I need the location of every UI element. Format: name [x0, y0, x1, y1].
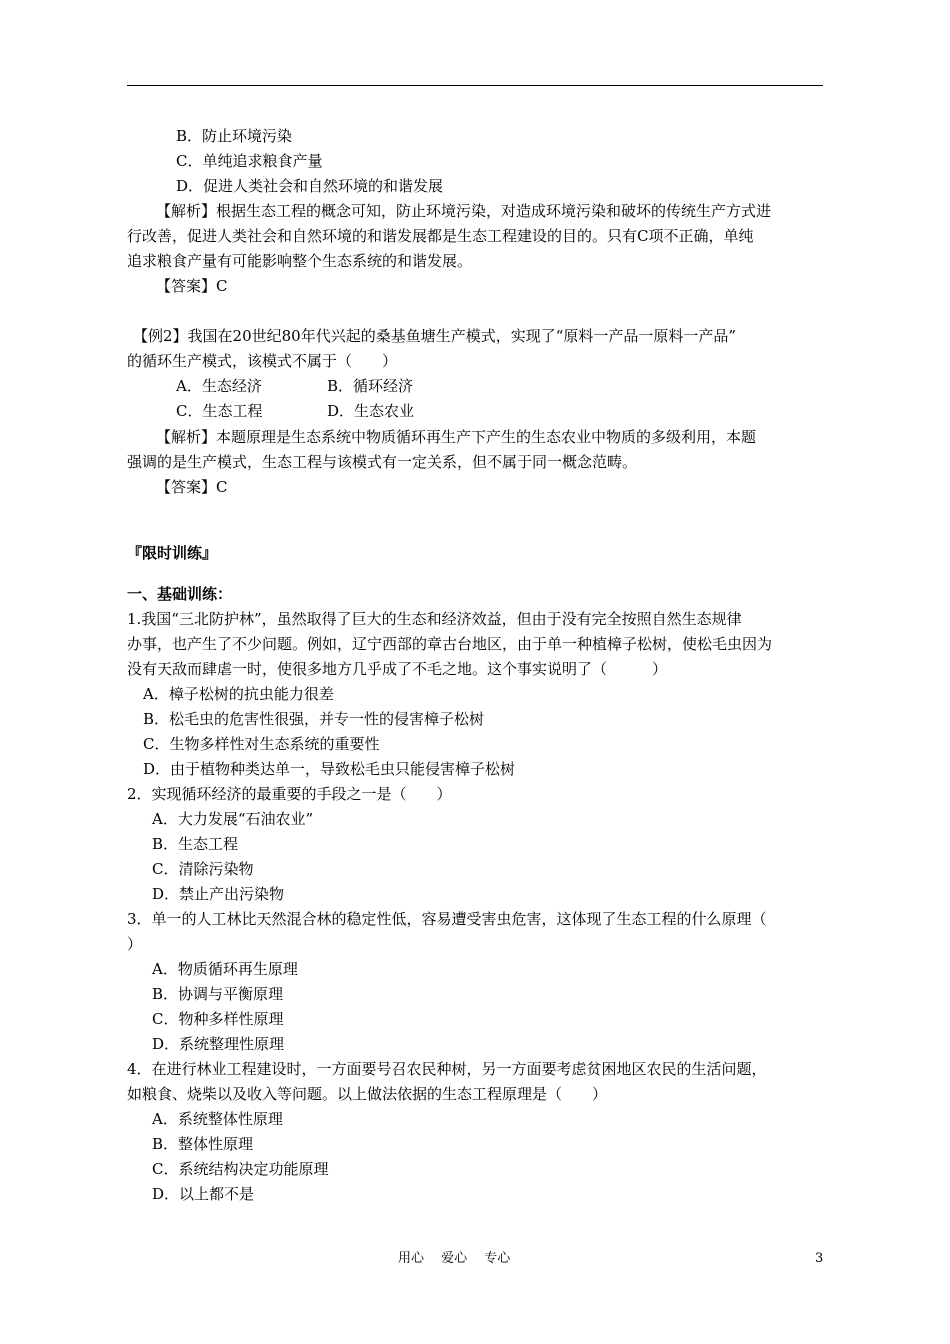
- q2-option-d: D．禁止产出污染物: [152, 885, 285, 903]
- ex2-option-d: D．生态农业: [327, 402, 415, 420]
- q4-option-a: A．系统整体性原理: [152, 1110, 283, 1128]
- q4-option-c: C．系统结构决定功能原理: [152, 1160, 329, 1178]
- ex2-answer: 【答案】C: [156, 478, 228, 496]
- footer-motto: 用心 爱心 专心: [398, 1251, 511, 1266]
- ex1-option-c: C．单纯追求粮食产量: [176, 152, 323, 170]
- q3-stem-line-1: 3．单一的人工林比天然混合林的稳定性低，容易遭受害虫危害，这体现了生态工程的什么原理（: [127, 910, 767, 928]
- ex1-answer: 【答案】C: [156, 277, 228, 295]
- q3-option-a: A．物质循环再生原理: [152, 960, 298, 978]
- ex2-option-a: A．生态经济: [176, 377, 262, 395]
- q1-option-d: D．由于植物种类达单一，导致松毛虫只能侵害樟子松树: [143, 760, 516, 778]
- q4-option-d: D．以上都不是: [152, 1185, 255, 1203]
- ex2-analysis-line-2: 强调的是生产模式，生态工程与该模式有一定关系，但不属于同一概念范畴。: [127, 453, 638, 471]
- q1-option-c: C．生物多样性对生态系统的重要性: [143, 735, 380, 753]
- q3-option-d: D．系统整理性原理: [152, 1035, 285, 1053]
- q3-option-b: B．协调与平衡原理: [152, 985, 284, 1003]
- q1-stem-line-2: 办事，也产生了不少问题。例如，辽宁西部的章古台地区，由于单一种植樟子松树，使松毛虫因为: [127, 635, 773, 653]
- q1-stem-line-3: 没有天敌而肆虐一时，使很多地方几乎成了不毛之地。这个事实说明了（ ）: [127, 660, 668, 678]
- ex2-option-b: B．循环经济: [327, 377, 414, 395]
- q4-stem-line-2: 如粮食、烧柴以及收入等问题。以上做法依据的生态工程原理是（ ）: [127, 1085, 608, 1103]
- ex1-option-b: B．防止环境污染: [176, 127, 293, 145]
- subsection-title: 一、基础训练：: [127, 585, 233, 603]
- ex2-option-c: C．生态工程: [176, 402, 263, 420]
- q2-stem: 2．实现循环经济的最重要的手段之一是（ ）: [127, 785, 452, 803]
- q4-stem-line-1: 4．在进行林业工程建设时，一方面要号召农民种树，另一方面要考虑贫困地区农民的生活问题，: [127, 1060, 767, 1078]
- q2-option-c: C．清除污染物: [152, 860, 254, 878]
- q4-option-b: B．整体性原理: [152, 1135, 254, 1153]
- q2-option-a: A．大力发展“石油农业”: [152, 810, 314, 828]
- q1-option-b: B．松毛虫的危害性很强，并专一性的侵害樟子松树: [143, 710, 485, 728]
- page-number: 3: [815, 1251, 824, 1266]
- ex2-question-line-2: 的循环生产模式，该模式不属于（ ）: [127, 352, 398, 370]
- ex1-analysis-line-2: 行改善，促进人类社会和自然环境的和谐发展都是生态工程建设的目的。只有C项不正确，单纯: [127, 227, 754, 245]
- ex2-analysis-line-1: 【解析】本题原理是生态系统中物质循环再生产下产生的生态农业中物质的多级利用，本题: [156, 428, 757, 446]
- ex1-option-d: D．促进人类社会和自然环境的和谐发展: [176, 177, 444, 195]
- q3-option-c: C．物种多样性原理: [152, 1010, 284, 1028]
- header-rule: [127, 85, 823, 86]
- ex2-question-line-1: 【例2】我国在20世纪80年代兴起的桑基鱼塘生产模式，实现了“原料一产品一原料一产品”: [133, 327, 737, 345]
- q1-stem-line-1: 1.我国“三北防护林”，虽然取得了巨大的生态和经济效益，但由于没有完全按照自然生态规律: [127, 610, 742, 628]
- q3-stem-line-2: ）: [127, 935, 143, 953]
- section-title: 『限时训练』: [127, 544, 218, 562]
- ex1-analysis-line-1: 【解析】根据生态工程的概念可知，防止环境污染，对造成环境污染和破坏的传统生产方式进: [156, 202, 772, 220]
- q2-option-b: B．生态工程: [152, 835, 239, 853]
- ex1-analysis-line-3: 追求粮食产量有可能影响整个生态系统的和谐发展。: [127, 252, 473, 270]
- q1-option-a: A．樟子松树的抗虫能力很差: [143, 685, 334, 703]
